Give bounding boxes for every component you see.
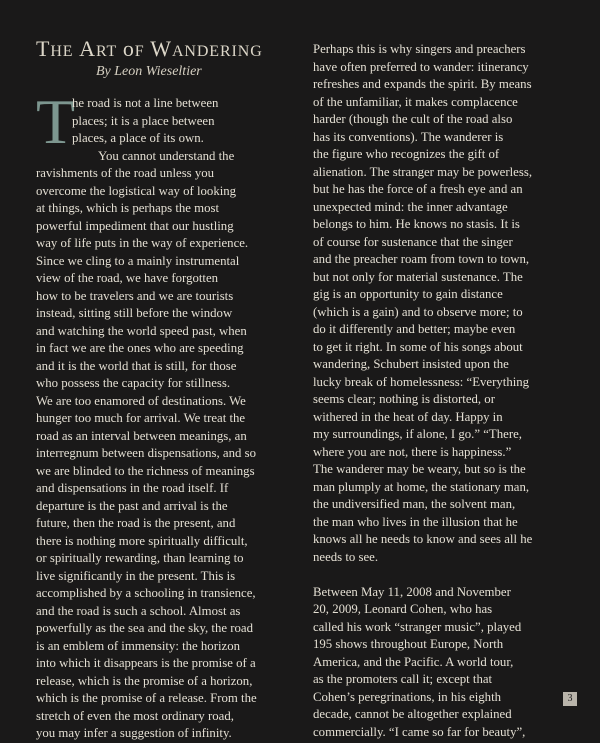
text-line: where you are not, there is happiness.” [313, 444, 512, 459]
text-line: Between May 11, 2008 and November [313, 584, 511, 599]
text-line: The wanderer may be weary, but so is the [313, 462, 526, 476]
text-line: withered in the heat of day. Happy in [313, 409, 503, 424]
text-line: road as an interval between meanings, an [36, 428, 247, 443]
text-line: have often preferred to wander: itinerancy [313, 59, 529, 74]
text-line: Since we cling to a mainly instrumental [36, 253, 240, 268]
text-line: instead, sitting still before the window [36, 306, 233, 320]
drop-cap: T [36, 86, 76, 157]
text-line: you may infer a suggestion of infinity. [36, 726, 232, 740]
text-line: of course for sustenance that the singer [313, 234, 513, 249]
text-line: We are too enamored of destinations. We [36, 393, 246, 408]
text-line: but not only for material sustenance. The [313, 269, 523, 284]
text-line: (which is a gain) and to observe more; to [313, 304, 523, 319]
text-line: of the unfamiliar, it makes complacence [313, 94, 518, 109]
text-line: the undiversified man, the solvent man, [313, 497, 516, 511]
text-line: refreshes and expands the spirit. By means [313, 77, 532, 91]
text-line: America, and the Pacific. A world tour, [313, 654, 514, 669]
paragraph-gap [313, 566, 575, 584]
text-line: seems clear; nothing is distorted, or [313, 392, 495, 406]
text-line: needs to see. [313, 549, 379, 564]
page-number: 3 [563, 692, 577, 706]
text-line: view of the road, we have forgotten [36, 271, 219, 285]
text-line: ravishments of the road unless you [36, 166, 215, 180]
text-line: is an emblem of immensity: the horizon [36, 638, 241, 653]
text-line: way of life puts in the way of experience. [36, 236, 249, 250]
text-line: departure is the past and arrival is the [36, 498, 228, 513]
text-line: at things, which is perhaps the most [36, 201, 220, 215]
text-line: the man who lives in the illusion that he [313, 514, 518, 529]
text-line: unexpected mind: the inner advantage [313, 199, 508, 214]
text-line: Perhaps this is why singers and preachers [313, 42, 526, 56]
text-line: called his work “stranger music”, played [313, 619, 522, 634]
text-line: alienation. The stranger may be powerless, [313, 164, 533, 179]
text-line: You cannot understand the [98, 148, 235, 163]
text-line: release, which is the promise of a horizon, [36, 673, 253, 688]
text-line: man plumply at home, the stationary man, [313, 479, 530, 494]
text-line: Cohen’s peregrinations, in his eighth [313, 689, 502, 704]
text-line: powerfully as the sea and the sky, the road [36, 621, 254, 635]
text-line: which is the promise of a release. From the [36, 691, 257, 705]
text-line: there is nothing more spiritually difficult, [36, 533, 248, 548]
text-line: future, then the road is the present, and [36, 516, 236, 530]
text-line: and the road is such a school. Almost as [36, 603, 241, 618]
text-line: as the promoters call it; except that [313, 672, 493, 686]
text-line: places; it is a place between [72, 113, 215, 128]
text-line: my surroundings, if alone, I go.” “There, [313, 427, 522, 441]
text-line: to get it right. In some of his songs about [313, 339, 523, 354]
text-line: and it is the world that is still, for those [36, 358, 237, 373]
text-line: and the preacher roam from town to town, [313, 252, 530, 266]
text-line: interregnum between dispensations, and so [36, 446, 256, 460]
text-line: has its conventions). The wanderer is [313, 129, 504, 144]
text-line: belongs to him. He knows no stasis. It is [313, 217, 520, 231]
text-line: 195 shows throughout Europe, North [313, 637, 504, 651]
text-line: wandering, Schubert insisted upon the [313, 357, 509, 371]
text-line: how to be travelers and we are tourists [36, 288, 234, 303]
article-byline: By Leon Wieseltier [96, 64, 202, 79]
left-column [36, 95, 298, 743]
text-line: who possess the capacity for stillness. [36, 376, 231, 390]
text-line: harder (though the cult of the road also [313, 112, 513, 126]
right-column [313, 41, 575, 741]
text-line: live significantly in the present. This is [36, 568, 236, 583]
text-line: accomplished by a schooling in transience, [36, 586, 256, 600]
text-line: he road is not a line between [72, 96, 219, 110]
text-line: we are blinded to the richness of meanings [36, 463, 255, 478]
text-line: hunger too much for arrival. We treat the [36, 411, 246, 425]
text-line: do it differently and better; maybe even [313, 322, 516, 336]
text-line: decade, cannot be altogether explained [313, 707, 512, 721]
article-title: THE ART oF WANDERING [36, 36, 263, 61]
text-line: the figure who recognizes the gift of [313, 147, 500, 161]
text-line: places, a place of its own. [72, 131, 204, 145]
text-line: 20, 2009, Leonard Cohen, who has [313, 602, 493, 616]
text-line: commercially. “I came so far for beauty”, [313, 724, 526, 739]
text-line: knows all he needs to know and sees all he [313, 532, 533, 546]
text-line: lucky break of homelessness: “Everything [313, 374, 530, 389]
text-line: powerful impediment that our hustling [36, 218, 234, 233]
text-line: or spiritually rewarding, than learning to [36, 551, 244, 565]
text-line: in fact we are the ones who are speeding [36, 341, 244, 355]
text-line: overcome the logistical way of looking [36, 183, 237, 198]
text-line: and watching the world speed past, when [36, 323, 247, 338]
text-line: into which it disappears is the promise of a [36, 656, 256, 670]
text-line: but he has the force of a fresh eye and an [313, 182, 523, 196]
text-line: gig is an opportunity to gain distance [313, 287, 503, 301]
text-line: and dispensations in the road itself. If [36, 481, 229, 495]
text-line: stretch of even the most ordinary road, [36, 708, 234, 723]
